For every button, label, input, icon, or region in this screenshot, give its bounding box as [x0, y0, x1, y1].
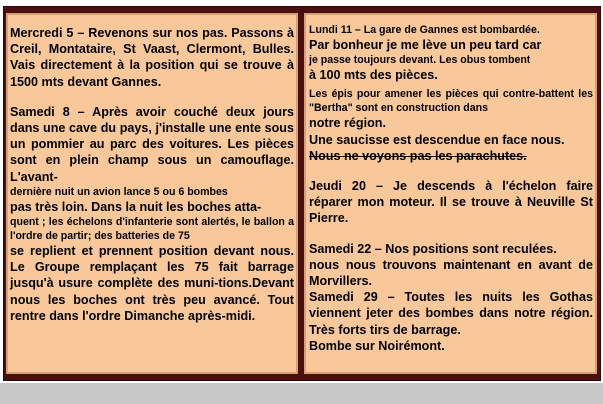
entry-samedi-22: Samedi 22 – Nos positions sont reculées. — [309, 241, 557, 256]
right-column — [304, 13, 597, 374]
entry-lundi-11-c: je passe toujours devant. Les obus tombent — [309, 54, 531, 67]
entry-jeudi-20: Jeudi 20 – Je descends à l'échelon faire réparer mon moteur. Il se trouve à Neuville St Pierre. — [309, 179, 593, 226]
entry-saucisse: Une saucisse est descendue en face nous. — [309, 132, 565, 147]
entry-samedi-8-e: se replient et prennent position devant nous. Le Groupe remplaçant les 75 fait barrage jusqu'à usure complète des muni-tions.Devant nous les boches ont très peu avancé. Tout rentre dans l'ordre Dimanche après-midi. — [10, 244, 294, 323]
entry-lundi-11-b: Par bonheur je me lève un peu tard car — [309, 38, 542, 52]
entry-noiremont: Bombe sur Noirémont. — [309, 338, 445, 353]
entry-samedi-8-b: dernière nuit un avion lance 5 ou 6 bombes — [10, 185, 228, 198]
entry-samedi-22-b: nous nous trouvons maintenant en avant de Morvillers. — [309, 257, 593, 289]
entry-lundi-11: Lundi 11 – La gare de Gannes est bombardée. — [309, 24, 540, 36]
left-column — [6, 13, 298, 374]
entry-lundi-11-d: à 100 mts des pièces. — [309, 68, 438, 83]
diary-panel — [3, 6, 601, 381]
entry-samedi-8-c: pas très loin. Dans la nuit les boches atta- — [10, 199, 262, 214]
entry-epis: Les épis pour amener les pièces qui contre-battent les "Bertha" sont en construction dans — [309, 88, 593, 115]
entry-samedi-8-a: Samedi 8 – Après avoir couché deux jours dans une cave du pays, j'installe une ente sous un pommier au parc des voitures. Les pièces sont en plein champ sous un camouflage. L'avant- — [10, 104, 294, 184]
entry-mercredi-5: Mercredi 5 – Revenons sur nos pas. Passons à Creil, Montataire, St Vaast, Clermont, Bulles. Vais directement à la position qui se trouve à 1500 mts devant Gannes. — [10, 26, 294, 89]
entry-parachutes: Nous ne voyons pas les parachutes. — [309, 148, 527, 163]
entry-epis-b: notre région. — [309, 116, 386, 131]
entry-samedi-8-d: quent ; les échelons d'infanterie sont alertés, le ballon a l'ordre de partir; des batteries de 75 — [10, 216, 294, 243]
entry-samedi-29: Samedi 29 – Toutes les nuits les Gothas viennent jeter des bombes dans notre région. Très forts tirs de barrage. — [309, 290, 593, 337]
